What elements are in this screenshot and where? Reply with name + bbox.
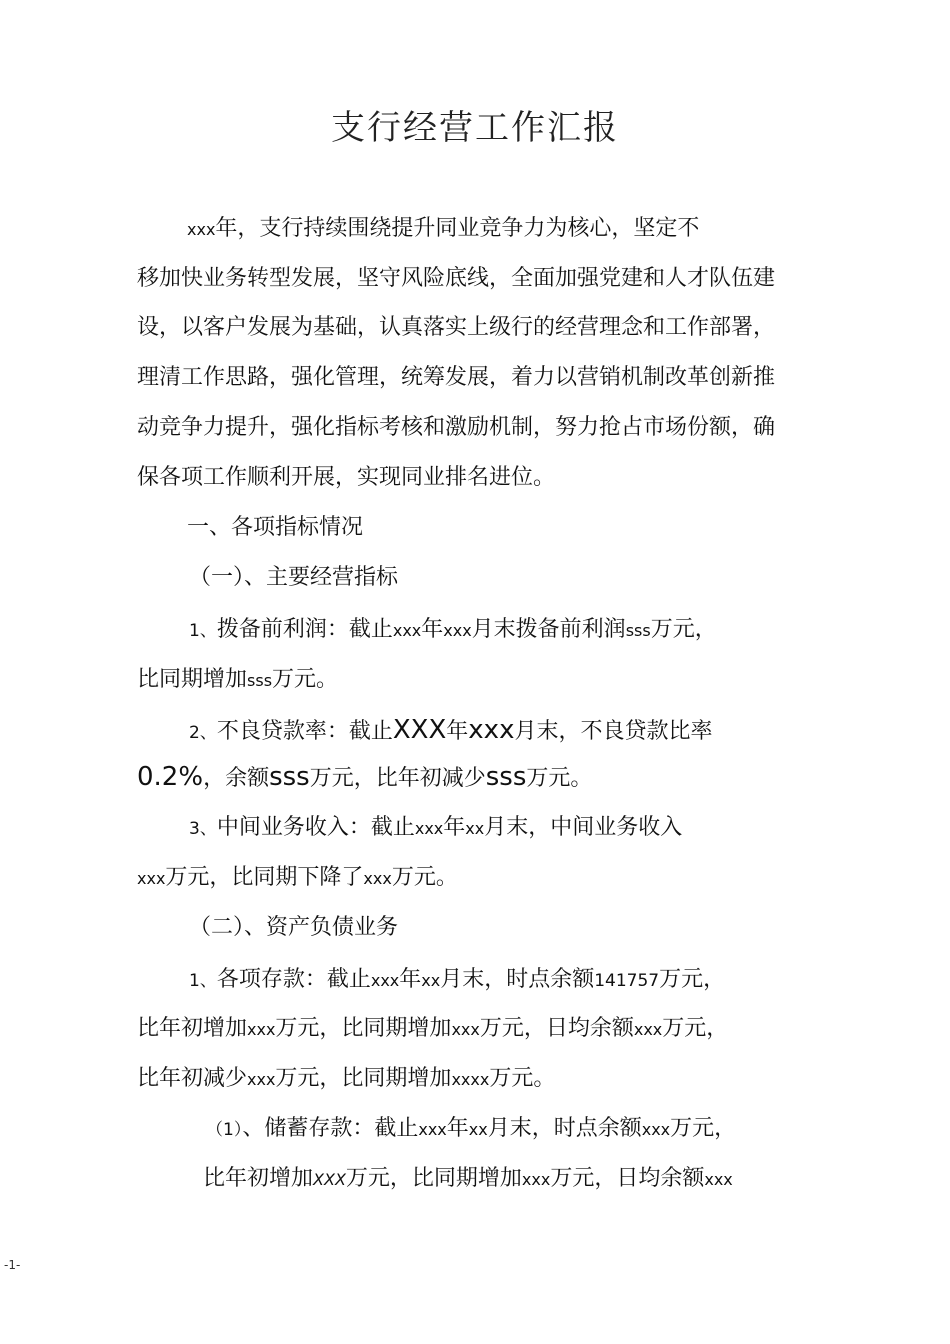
item-line: 比同期增加sss万元。 — [137, 667, 339, 692]
item-line: 比年初减少xxx万元，比同期增加xxxx万元。 — [137, 1066, 556, 1091]
document-title: 支行经营工作汇报 — [331, 108, 619, 148]
paragraph-line: 设，以客户发展为基础，认真落实上级行的经营理念和工作部署， — [137, 315, 776, 340]
subsection-heading: （二）、资产负债业务 — [189, 915, 399, 940]
item-line: xxx万元，比同期下降了xxx万元。 — [137, 865, 458, 890]
item-line: 1、拨备前利润：截止xxx年xxx月末拨备前利润sss万元， — [189, 617, 717, 642]
paragraph-line: xxx年，支行持续围绕提升同业竞争力为核心，坚定不 — [187, 216, 700, 241]
item-line: 0.2%，余额sss万元，比年初减少sss万元。 — [137, 762, 593, 792]
paragraph-line: 理清工作思路，强化管理，统筹发展，着力以营销机制改革创新推 — [137, 365, 776, 390]
page-number: -1- — [4, 1258, 21, 1272]
item-line: 2、不良贷款率：截止XXX年xxx月末，不良贷款比率 — [189, 715, 713, 745]
paragraph-line: 移加快业务转型发展，坚守风险底线，全面加强党建和人才队伍建 — [137, 266, 776, 291]
item-line: 比年初增加XXX万元，比同期增加xxx万元，日均余额xxx — [203, 1166, 733, 1191]
item-line: 比年初增加xxx万元，比同期增加xxx万元，日均余额xxx万元， — [137, 1016, 729, 1041]
item-line: 1、各项存款：截止xxx年xx月末，时点余额141757万元， — [189, 967, 726, 992]
section-heading: 一、各项指标情况 — [187, 515, 364, 540]
item-line: 3、中间业务收入：截止xxx年xx月末，中间业务收入 — [189, 815, 683, 840]
paragraph-line: 保各项工作顺利开展，实现同业排名进位。 — [137, 465, 556, 490]
paragraph-line: 动竞争力提升，强化指标考核和激励机制，努力抢占市场份额，确 — [137, 415, 776, 440]
subsection-heading: （一）、主要经营指标 — [189, 565, 399, 590]
item-line: （1）、储蓄存款：截止xxx年xx月末，时点余额xxx万元， — [206, 1116, 737, 1141]
